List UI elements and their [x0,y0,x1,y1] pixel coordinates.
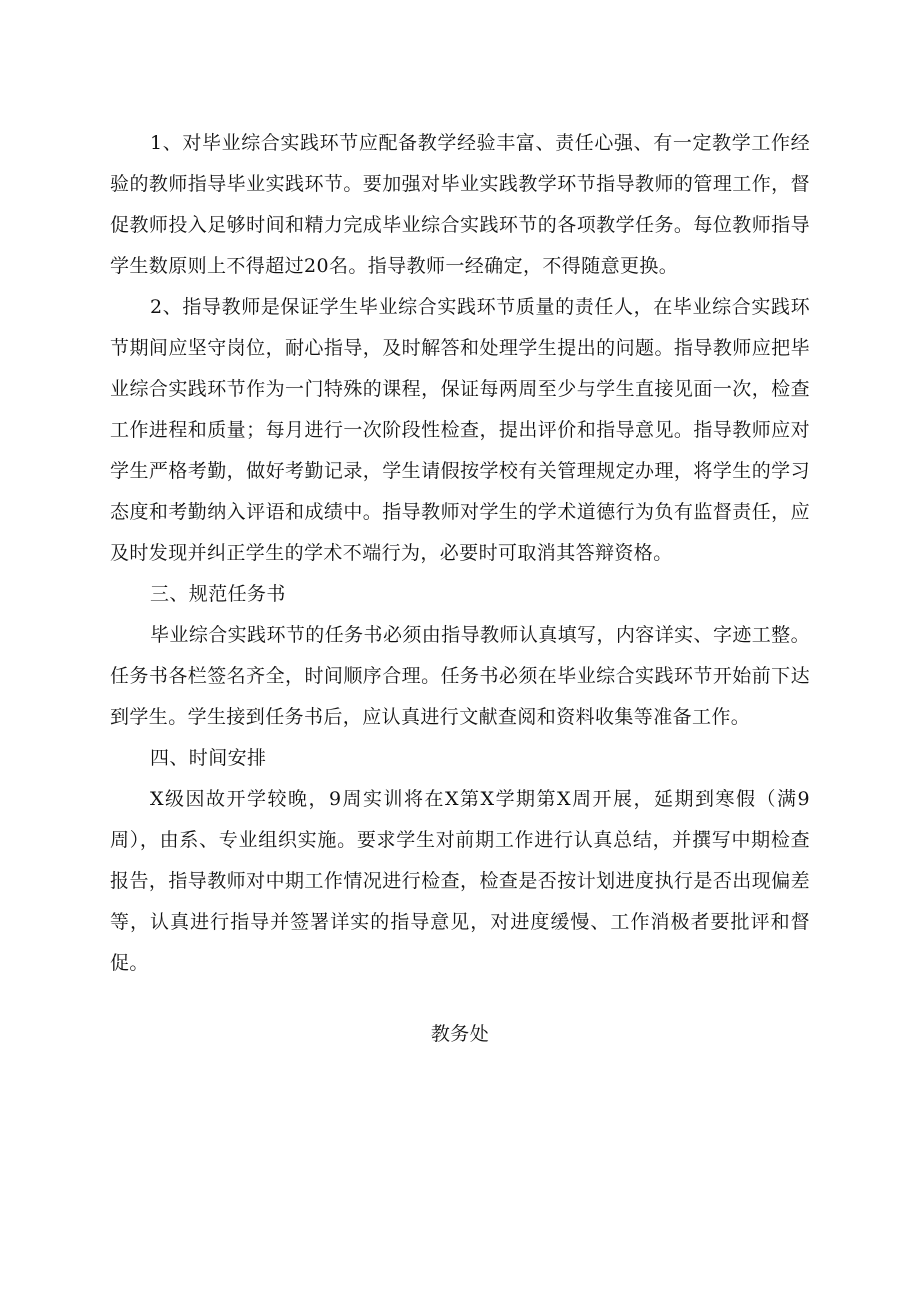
paragraph-schedule: X级因故开学较晚，9周实训将在X第X学期第X周开展，延期到寒假（满9周），由系、专业组织实施。要求学生对前期工作进行认真总结，并撰写中期检查报告，指导教师对中期工作情况进行检查，检查是否按计划进度执行是否出现偏差等，认真进行指导并签署详实的指导意见，对进度缓慢、工作消极者要批评和督促。 [110,788,810,974]
document-page [110,123,810,1055]
paragraph-item-2: 2、指导教师是保证学生毕业综合实践环节质量的责任人，在毕业综合实践环节期间应坚守岗位，耐心指导，及时解答和处理学生提出的问题。指导教师应把毕业综合实践环节作为一门特殊的课程，保证每两周至少与学生直接见面一次，检查工作进程和质量；每月进行一次阶段性检查，提出评价和指导意见。指导教师应对学生严格考勤，做好考勤记录，学生请假按学校有关管理规定办理，将学生的学习态度和考勤纳入评语和成绩中。指导教师对学生的学术道德行为负有监督责任，应及时发现并纠正学生的学术不端行为，必要时可取消其答辩资格。 [110,296,810,564]
section-heading-schedule: 四、时间安排 [150,747,267,769]
section-heading-task-book: 三、规范任务书 [150,583,286,605]
signature: 教务处 [430,1023,490,1045]
paragraph-task-book: 毕业综合实践环节的任务书必须由指导教师认真填写，内容详实、字迹工整。任务书各栏签名齐全，时间顺序合理。任务书必须在毕业综合实践环节开始前下达到学生。学生接到任务书后，应认真进行文献查阅和资料收集等准备工作。 [110,624,810,728]
paragraph-item-1: 1、对毕业综合实践环节应配备教学经验丰富、责任心强、有一定教学工作经验的教师指导毕业实践环节。要加强对毕业实践教学环节指导教师的管理工作，督促教师投入足够时间和精力完成毕业综合实践环节的各项教学任务。每位教师指导学生数原则上不得超过20名。指导教师一经确定，不得随意更换。 [110,132,810,277]
